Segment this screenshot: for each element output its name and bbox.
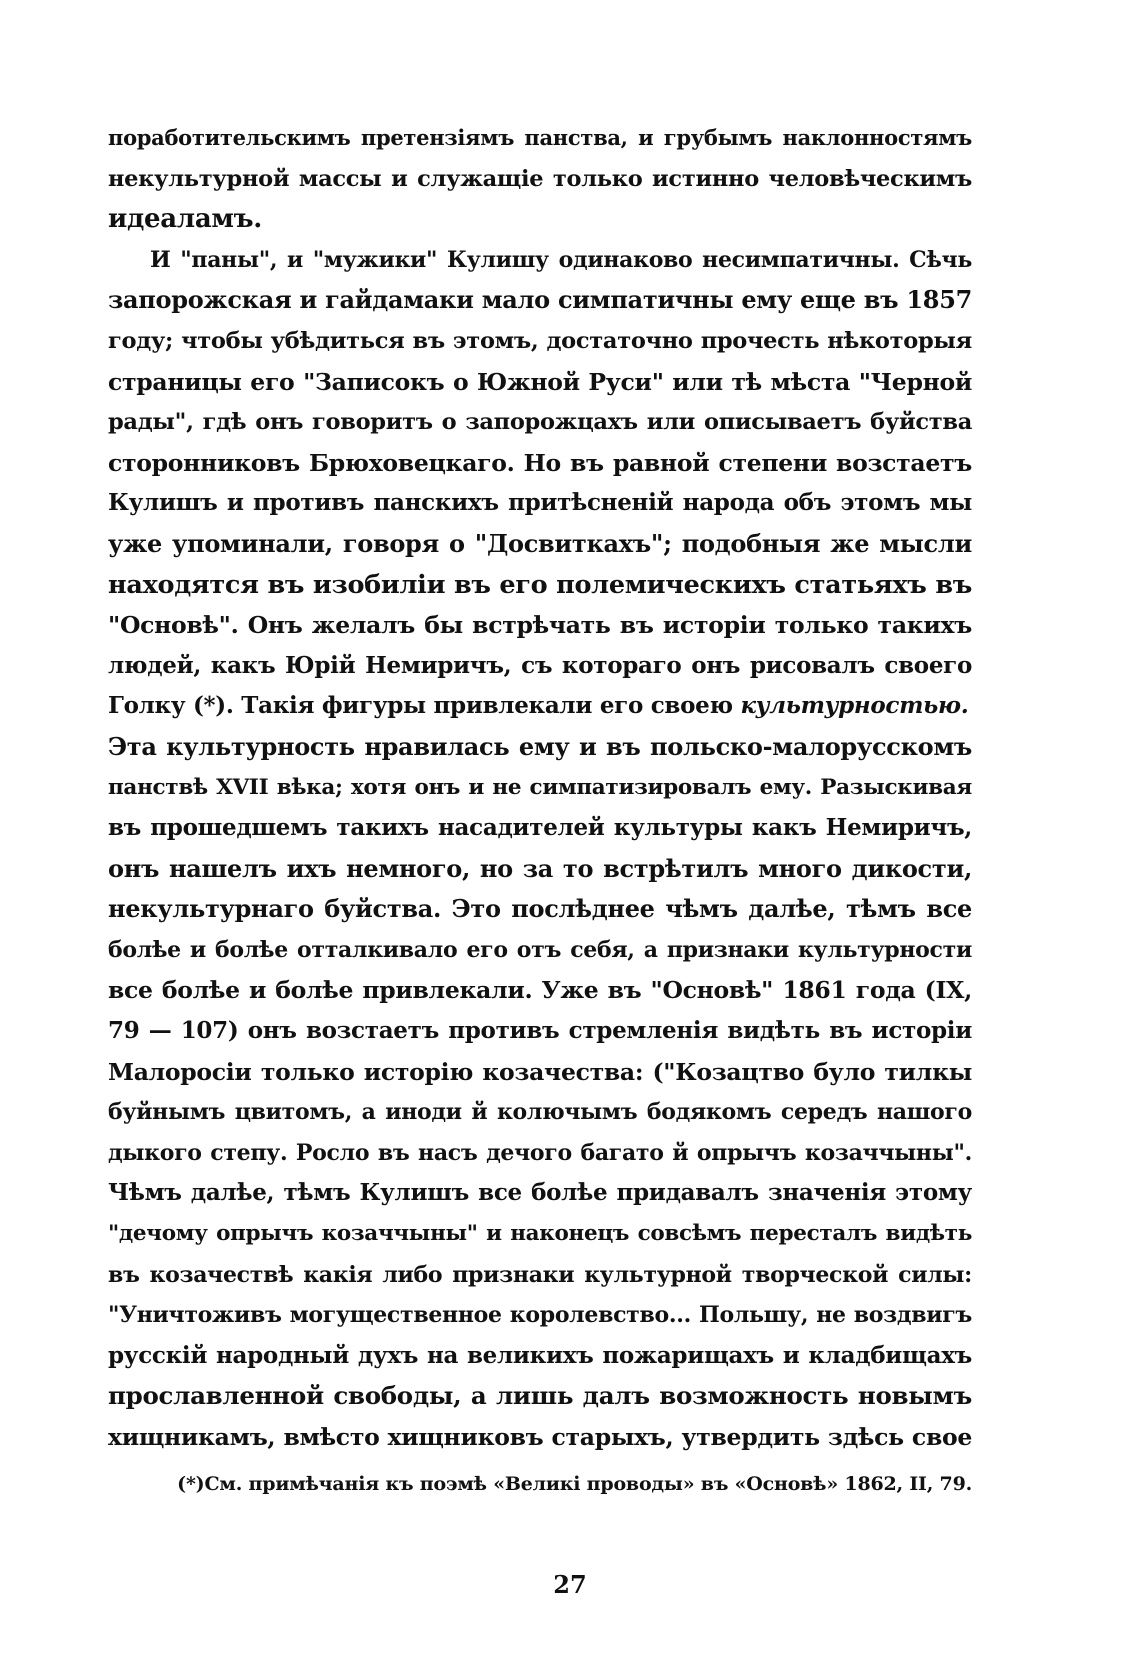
text-line: некультурнаго буйства. Это послѣднее чѣмъ далѣе, тѣмъ все xyxy=(108,894,972,924)
text-line: болѣе и болѣе отталкивало его отъ себя, а признаки культурности xyxy=(108,936,972,963)
text-line: онъ нашелъ ихъ немного, но за то встрѣтилъ много дикости, xyxy=(108,853,972,883)
text-line: поработительскимъ претензіямъ панства, и грубымъ наклонностямъ xyxy=(108,125,972,150)
text-line: Чѣмъ далѣе, тѣмъ Кулишъ все болѣе придавалъ значенія этому xyxy=(108,1179,972,1207)
text-line: панствѣ XVII вѣка; хотя онъ и не симпатизировалъ ему. Разыскивая xyxy=(108,774,972,800)
text-line: Малоросіи только исторію козачества: ("Козацтво було тилкы xyxy=(108,1057,972,1086)
text-line: Кулишъ и противъ панскихъ притѣсненій народа объ этомъ мы xyxy=(108,489,972,517)
text-line: "Уничтоживъ могущественное королевство... Польшу, не воздвигъ xyxy=(108,1302,972,1329)
text-line: идеаламъ. xyxy=(108,204,263,235)
text-line: въ прошедшемъ такихъ насадителей культуры какъ Немиричъ, xyxy=(108,814,972,842)
text-line: запорожская и гайдамаки мало симпатичны ему еще въ 1857 xyxy=(108,285,972,315)
text-line: уже упоминали, говоря о "Досвиткахъ"; подобныя же мысли xyxy=(108,528,972,558)
text-line-part: Голку (*). Такія фигуры привлекали его своею xyxy=(108,692,733,720)
text-line: году; чтобы убѣдиться въ этомъ, достаточно прочесть нѣкоторыя xyxy=(108,327,972,354)
text-line: Эта культурность нравилась ему и въ польско-малорусскомъ xyxy=(108,731,972,761)
body-text xyxy=(108,118,972,1458)
text-line: находятся въ изобиліи въ его полемическихъ статьяхъ въ xyxy=(108,569,972,600)
text-line: сторонниковъ Брюховецкаго. Но въ равной степени возстаетъ xyxy=(108,448,972,477)
text-line: прославленной свободы, а лишь далъ возможность новымъ xyxy=(108,1381,972,1411)
page-number: 27 xyxy=(553,1570,587,1599)
footnote: (*)См. примѣчанія къ поэмѣ «Великі проводы» въ «Основѣ» 1862, II, 79. xyxy=(177,1473,972,1495)
text-line: русскій народный духъ на великихъ пожарищахъ и кладбищахъ xyxy=(108,1341,972,1369)
text-line: некультурной массы и служащіе только истинно человѣческимъ xyxy=(108,165,972,192)
text-line: И "паны", и "мужики" Кулишу одинаково несимпатичны. Сѣчь xyxy=(150,246,972,273)
text-line: дыкого степу. Росло въ насъ дечого багато й опрычъ козаччыны". xyxy=(108,1139,972,1166)
text-line: страницы его "Записокъ о Южной Руси" или тѣ мѣста "Черной xyxy=(108,367,972,396)
text-line: рады", гдѣ онъ говоритъ о запорожцахъ или описываетъ буйства xyxy=(108,409,972,436)
text-line-with-italic xyxy=(108,686,972,727)
text-line: "дечому опрычъ козаччыны" и наконецъ совсѣмъ пересталъ видѣть xyxy=(108,1221,972,1247)
text-line: "Основѣ". Онъ желалъ бы встрѣчать въ исторіи только такихъ xyxy=(108,611,972,640)
text-line: буйнымъ цвитомъ, а иноди й колючымъ бодякомъ середъ нашого xyxy=(108,1099,972,1126)
text-line: 79 — 107) онъ возстаетъ противъ стремленія видѣть въ исторіи xyxy=(108,1017,972,1045)
text-line: въ козачествѣ какія либо признаки культурной творческой силы: xyxy=(108,1261,972,1288)
italic-emphasis: культурностью. xyxy=(740,692,969,720)
text-line: людей, какъ Юрій Немиричъ, съ котораго онъ рисовалъ своего xyxy=(108,651,972,679)
text-line: все болѣе и болѣе привлекали. Уже въ "Основѣ" 1861 года (IX, xyxy=(108,976,972,1005)
text-line: хищникамъ, вмѣсто хищниковъ старыхъ, утвердить здѣсь свое xyxy=(108,1423,972,1451)
